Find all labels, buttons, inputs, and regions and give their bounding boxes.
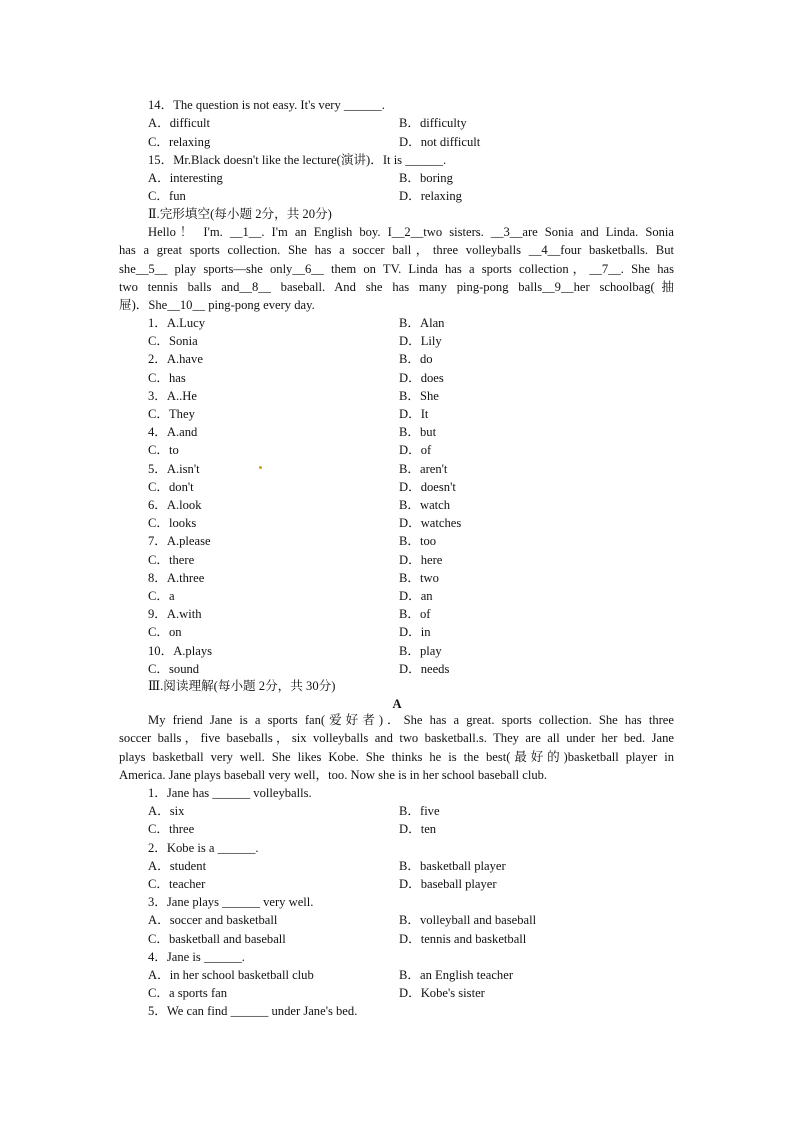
q15-option-b: B．boring xyxy=(399,171,453,185)
q15-option-a: A．interesting xyxy=(148,171,223,185)
reading-question-stem: 3．Jane plays ______ very well. xyxy=(148,895,314,910)
cloze-option-left: C．there xyxy=(148,552,195,567)
cloze-option-left: C．They xyxy=(148,407,195,421)
cloze-option-left: 4．A.and xyxy=(148,425,198,440)
reading-option-right: D．Kobe's sister xyxy=(399,986,485,1001)
cloze-option-right: B．play xyxy=(399,643,442,658)
reading-option-left: A．six xyxy=(148,804,185,819)
reading-passage-line-3: plays basketball very well. She likes Kobe. She thinks he is the best(最好的)basketball player in xyxy=(119,750,674,764)
cloze-option-right: B．Alan xyxy=(399,316,445,330)
reading-option-left: A．in her school basketball club xyxy=(148,968,314,982)
reading-option-left: C．basketball and baseball xyxy=(148,931,286,946)
reading-question-stem: 1．Jane has ______ volleyballs. xyxy=(148,786,312,800)
cloze-option-left: C．on xyxy=(148,625,182,640)
section2-heading: Ⅱ.完形填空(每小题 2分，共 20分) xyxy=(148,207,332,221)
cloze-option-right: B．do xyxy=(399,352,433,367)
cloze-option-right: B．of xyxy=(399,607,431,622)
cloze-option-left: C．sound xyxy=(148,661,200,676)
q14-option-a: A．difficult xyxy=(148,116,211,130)
cloze-option-right: D．needs xyxy=(399,661,450,676)
cloze-option-right: B．but xyxy=(399,425,437,440)
cloze-passage-line-4: two tennis balls and__8__ baseball. And she has many ping-pong balls__9__her schoolbag(抽 xyxy=(119,280,674,294)
cloze-option-left: C．to xyxy=(148,443,179,458)
cloze-option-right: D．watches xyxy=(399,516,462,531)
reading-option-right: D．ten xyxy=(399,822,437,837)
cloze-option-left: 7．A.please xyxy=(148,534,211,549)
cloze-passage-line-3: she__5__ play sports—she only__6__ them on TV. Linda has a sports collection，__7__. She has xyxy=(119,262,674,276)
cloze-option-right: D．of xyxy=(399,443,432,458)
q14-option-d: D．not difficult xyxy=(399,135,481,149)
cloze-option-right: B．two xyxy=(399,570,439,585)
q15-option-d: D．relaxing xyxy=(399,189,462,203)
reading-option-right: B．five xyxy=(399,804,440,819)
cloze-option-right: B．She xyxy=(399,388,439,403)
cloze-option-right: D．an xyxy=(399,589,433,603)
section3-heading: Ⅲ.阅读理解(每小题 2分，共 30分) xyxy=(148,679,336,693)
q14-option-b: B．difficulty xyxy=(399,116,467,130)
cloze-option-right: B．watch xyxy=(399,498,451,512)
cloze-option-left: C．looks xyxy=(148,516,197,531)
reading-question-stem: 2．Kobe is a ______. xyxy=(148,840,259,855)
reading-part-label: A xyxy=(392,697,402,711)
reading-option-left: A．student xyxy=(148,858,207,873)
reading-option-left: C．three xyxy=(148,822,195,837)
cloze-option-left: 10．A.plays xyxy=(148,643,213,658)
cloze-option-left: 6．A.look xyxy=(148,498,202,512)
reading-passage-line-4: America. Jane plays baseball very well，too. Now she is in her school baseball club. xyxy=(119,768,548,782)
cloze-option-right: D．doesn't xyxy=(399,479,456,494)
cloze-option-left: C．don't xyxy=(148,479,194,494)
reading-question-stem: 5．We can find ______ under Jane's bed. xyxy=(148,1004,358,1019)
reading-passage-line-1: My friend Jane is a sports fan(爱好者)．She has a great. sports collection. She has three xyxy=(148,713,674,727)
reading-question-stem: 4．Jane is ______. xyxy=(148,949,245,964)
cloze-option-left: C．Sonia xyxy=(148,334,198,349)
reading-option-right: B．basketball player xyxy=(399,858,506,873)
reading-passage-line-2: soccer balls，five baseballs，six volleyballs and two basketball.s. They are all under her bed. Jane xyxy=(119,731,674,745)
q15-stem: 15．Mr.Black doesn't like the lecture(演讲)．It is ______. xyxy=(148,153,447,167)
q14-stem: 14．The question is not easy. It's very ______. xyxy=(148,98,385,112)
cloze-option-left: C．a xyxy=(148,589,175,603)
reading-option-right: B．an English teacher xyxy=(399,968,514,982)
cloze-option-left: 2．A.have xyxy=(148,352,203,367)
reading-option-right: D．tennis and basketball xyxy=(399,931,527,946)
cloze-option-left: C．has xyxy=(148,370,186,385)
cloze-option-left: 8．A.three xyxy=(148,570,205,585)
cloze-option-left: 5．A.isn't xyxy=(148,461,200,476)
cloze-passage-line-5: 屉)．She__10__ ping-pong every day. xyxy=(119,298,315,312)
reading-option-right: D．baseball player xyxy=(399,877,497,891)
reading-option-left: C．a sports fan xyxy=(148,986,228,1001)
cloze-option-right: D．here xyxy=(399,552,443,567)
cloze-passage-line-2: has a great sports collection. She has a soccer ball，three volleyballs __4__four basketballs. But xyxy=(119,243,674,257)
cloze-option-right: D．does xyxy=(399,370,444,385)
cloze-option-right: D．It xyxy=(399,407,429,421)
reading-option-right: B．volleyball and baseball xyxy=(399,913,537,928)
cloze-passage-line-1: Hello！ I'm. __1__. I'm an English boy. I__2__two sisters. __3__are Sonia and Linda. Sonia xyxy=(148,225,674,239)
cloze-option-left: 1．A.Lucy xyxy=(148,316,206,330)
q15-option-c: C．fun xyxy=(148,189,186,203)
cloze-option-left: 3．A..He xyxy=(148,388,197,403)
cloze-option-left: 9．A.with xyxy=(148,607,202,622)
q14-option-c: C．relaxing xyxy=(148,135,211,149)
decorative-dot xyxy=(259,466,262,469)
cloze-option-right: B．aren't xyxy=(399,461,448,476)
reading-option-left: C．teacher xyxy=(148,877,206,891)
cloze-option-right: D．in xyxy=(399,625,431,640)
reading-option-left: A．soccer and basketball xyxy=(148,913,278,928)
cloze-option-right: D．Lily xyxy=(399,334,442,349)
cloze-option-right: B．too xyxy=(399,534,437,549)
